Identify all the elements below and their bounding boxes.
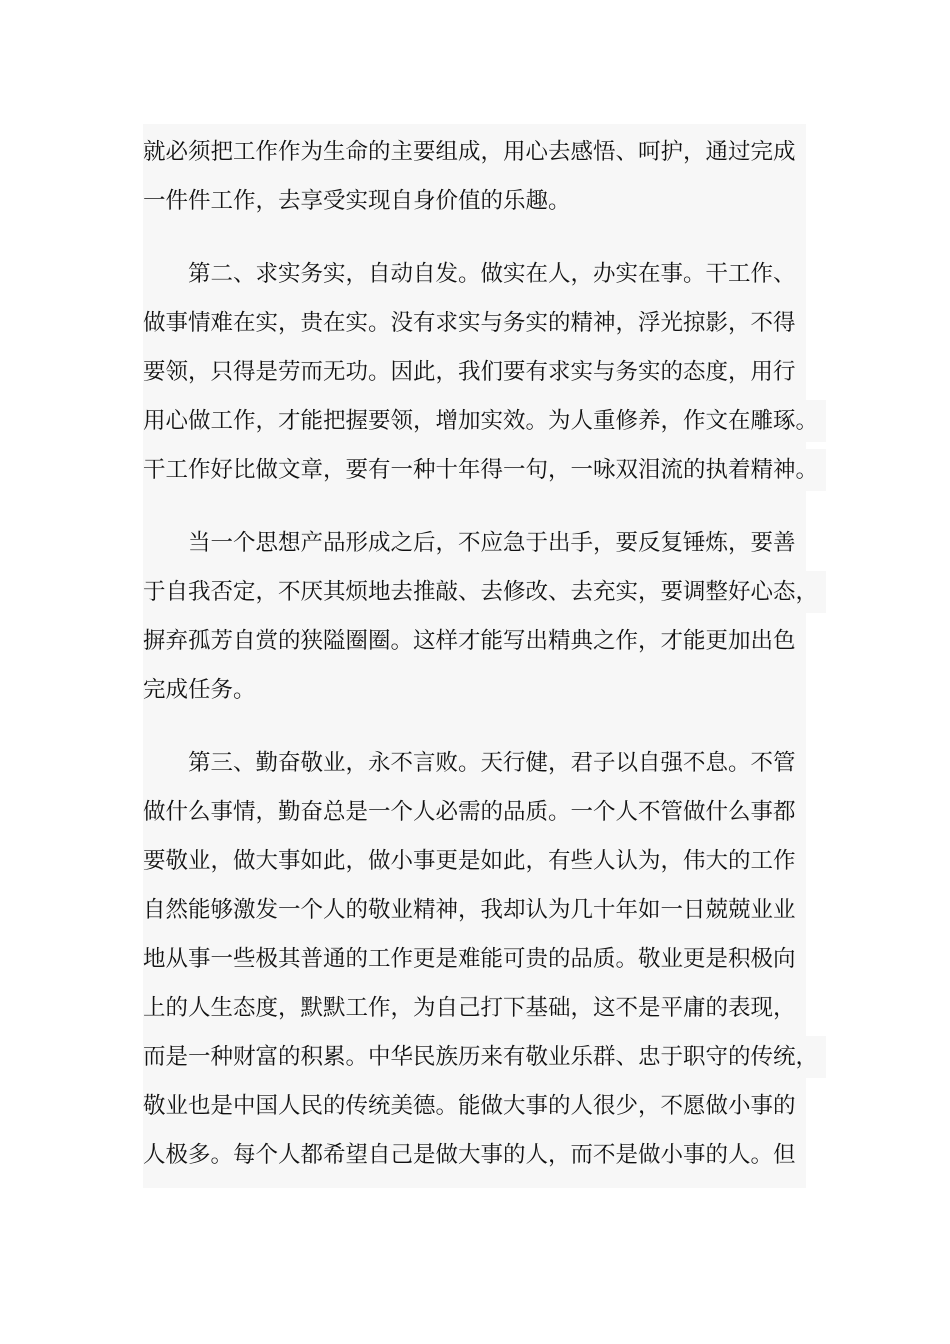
paragraph-line: 地从事一些极其普通的工作更是难能可贵的品质。敬业更是积极向: [143, 946, 796, 972]
paragraph-line: 当一个思想产品形成之后，不应急于出手，要反复锤炼，要善: [143, 530, 796, 556]
paragraph-line: 第二、求实务实，自动自发。做实在人，办实在事。干工作、: [143, 261, 796, 287]
paragraph-line: 要敬业，做大事如此，做小事更是如此，有些人认为，伟大的工作: [143, 848, 796, 874]
paragraph-line: 就必须把工作作为生命的主要组成，用心去感悟、呵护，通过完成: [143, 139, 796, 165]
paragraph-line: 一件件工作，去享受实现自身价值的乐趣。: [143, 188, 571, 214]
paragraph-line: 完成任务。: [143, 677, 256, 703]
paragraph-line: 敬业也是中国人民的传统美德。能做大事的人很少，不愿做小事的: [143, 1093, 796, 1119]
paragraph-line: 自然能够激发一个人的敬业精神，我却认为几十年如一日兢兢业业: [143, 897, 796, 923]
paragraph-line: 做什么事情，勤奋总是一个人必需的品质。一个人不管做什么事都: [143, 799, 796, 825]
paragraph-line: 而是一种财富的积累。中华民族历来有敬业乐群、忠于职守的传统，: [143, 1036, 826, 1078]
paragraph-line: 用心做工作，才能把握要领，增加实效。为人重修养，作文在雕琢。: [143, 400, 826, 442]
paragraph-line: 要领，只得是劳而无功。因此，我们要有求实与务实的态度，用行: [143, 359, 796, 385]
paragraph-line: 摒弃孤芳自赏的狭隘圈圈。这样才能写出精典之作，才能更加出色: [143, 628, 796, 654]
paragraph-line: 于自我否定，不厌其烦地去推敲、去修改、去充实，要调整好心态，: [143, 571, 826, 613]
paragraph-line: 干工作好比做文章，要有一种十年得一句，一咏双泪流的执着精神。: [143, 449, 826, 491]
paragraph-line: 人极多。每个人都希望自己是做大事的人，而不是做小事的人。但: [143, 1142, 796, 1168]
paragraph-line: 上的人生态度，默默工作，为自己打下基础，这不是平庸的表现，: [143, 995, 796, 1021]
paragraph-line: 第三、勤奋敬业，永不言败。天行健，君子以自强不息。不管: [143, 750, 796, 776]
paragraph-line: 做事情难在实，贵在实。没有求实与务实的精神，浮光掠影，不得: [143, 310, 796, 336]
